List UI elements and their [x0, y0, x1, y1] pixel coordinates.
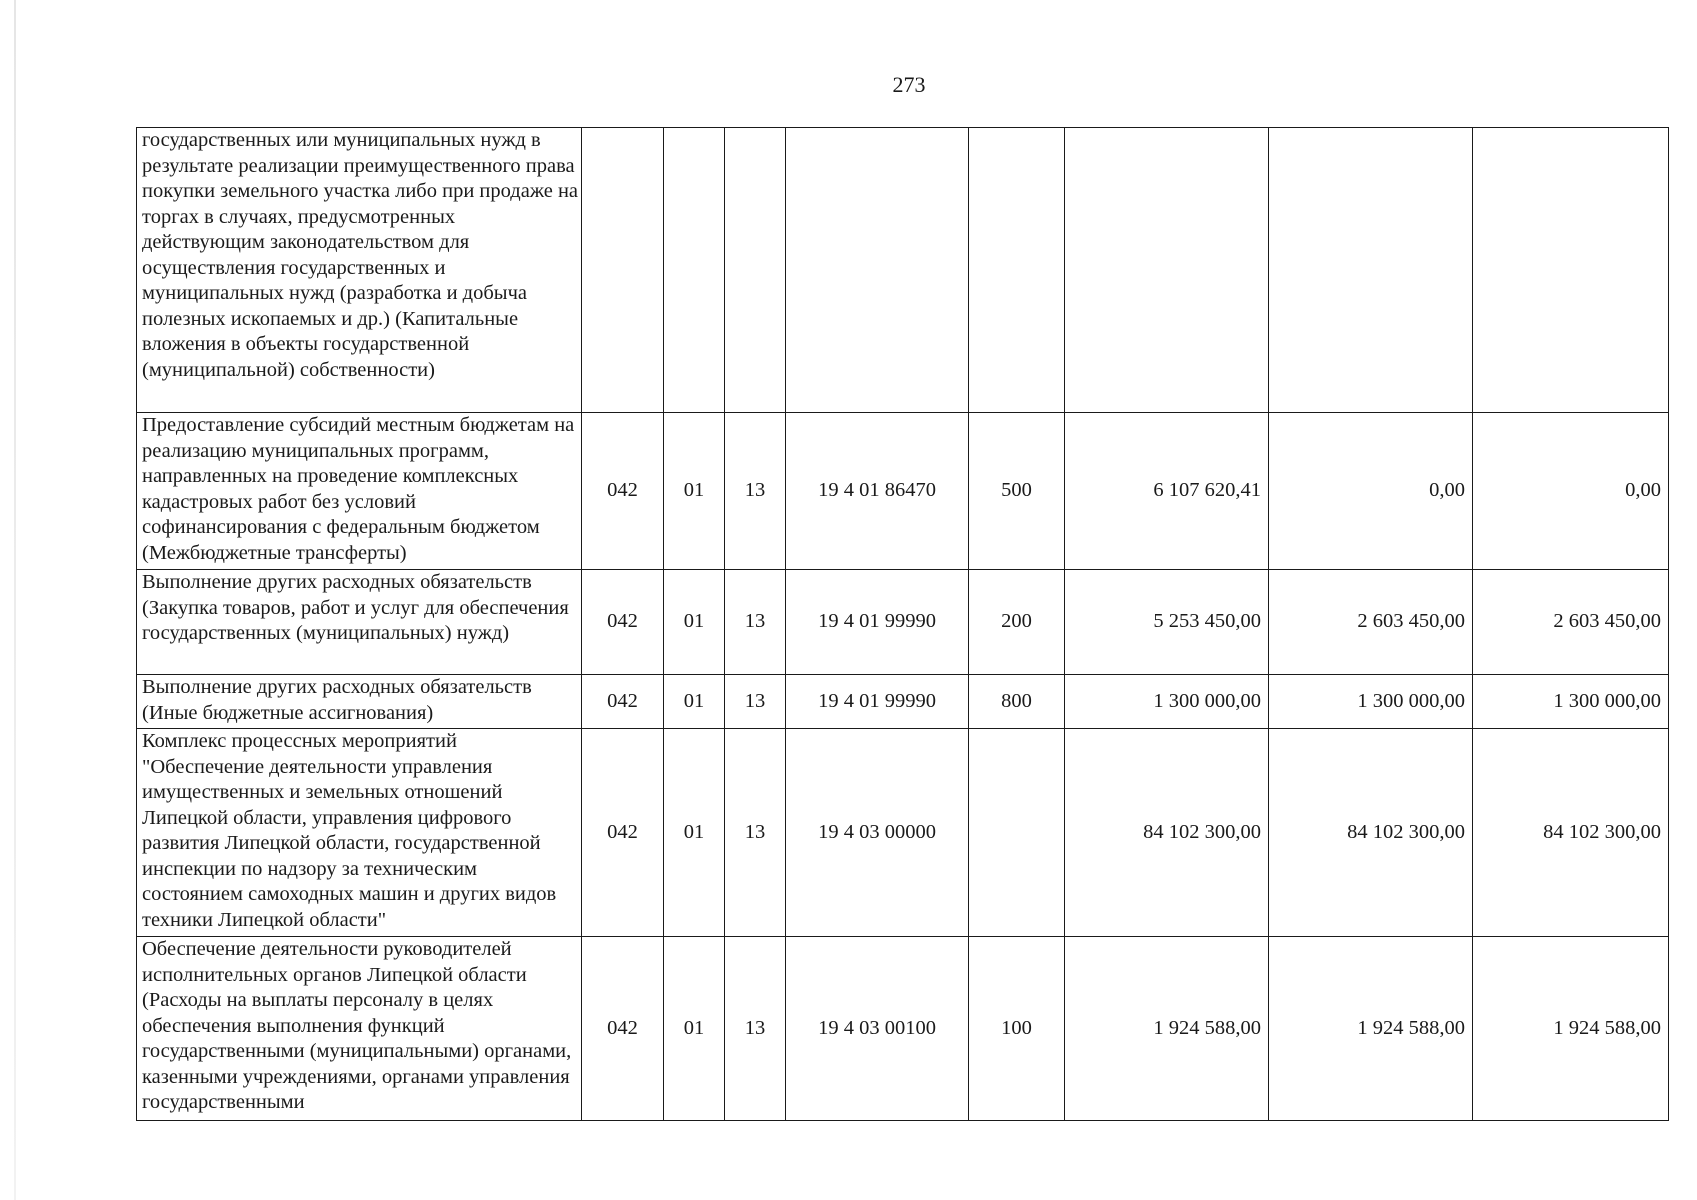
row-description: государственных или муниципальных нужд в результате реализации преимущественного права покупки земельного участка либо при продаже на торгах в случаях, предусмотренных действующим законодательством для осуществления государственных и муниципальных нужд (разработка и добыча полезных ископаемых и др.) (Капитальные вложения в объекты государственной (муниципальной) собственности)	[137, 128, 582, 413]
ministry-code: 042	[582, 413, 664, 570]
ministry-code: 042	[582, 729, 664, 937]
section-code: 01	[664, 675, 725, 729]
target-article-code: 19 4 01 99990	[786, 675, 969, 729]
subsection-code: 13	[725, 937, 786, 1121]
amount-year-2: 1 300 000,00	[1269, 675, 1473, 729]
expense-type-code: 500	[969, 413, 1065, 570]
row-description: Комплекс процессных мероприятий "Обеспечение деятельности управления имущественных и земельных отношений Липецкой области, управления цифрового развития Липецкой области, государственной инспекции по надзору за техническим состоянием самоходных машин и других видов техники Липецкой области"	[137, 729, 582, 937]
expense-type-code	[969, 729, 1065, 937]
ministry-code: 042	[582, 570, 664, 675]
table-row	[137, 937, 1669, 1121]
amount-year-3: 1 300 000,00	[1473, 675, 1669, 729]
expense-type-code	[969, 128, 1065, 413]
target-article-code: 19 4 03 00100	[786, 937, 969, 1121]
amount-year-2: 2 603 450,00	[1269, 570, 1473, 675]
subsection-code: 13	[725, 729, 786, 937]
amount-year-2: 1 924 588,00	[1269, 937, 1473, 1121]
ministry-code	[582, 128, 664, 413]
section-code: 01	[664, 570, 725, 675]
table-row	[137, 675, 1669, 729]
expense-type-code: 800	[969, 675, 1065, 729]
amount-year-3: 2 603 450,00	[1473, 570, 1669, 675]
expense-type-code: 100	[969, 937, 1065, 1121]
ministry-code: 042	[582, 937, 664, 1121]
row-description: Выполнение других расходных обязательств (Закупка товаров, работ и услуг для обеспечения государственных (муниципальных) нужд)	[137, 570, 582, 675]
subsection-code: 13	[725, 413, 786, 570]
section-code: 01	[664, 413, 725, 570]
amount-year-2	[1269, 128, 1473, 413]
section-code	[664, 128, 725, 413]
ministry-code: 042	[582, 675, 664, 729]
amount-year-3: 1 924 588,00	[1473, 937, 1669, 1121]
subsection-code	[725, 128, 786, 413]
row-description: Предоставление субсидий местным бюджетам на реализацию муниципальных программ, направленных на проведение комплексных кадастровых работ без условий софинансирования с федеральным бюджетом (Межбюджетные трансферты)	[137, 413, 582, 570]
target-article-code: 19 4 03 00000	[786, 729, 969, 937]
budget-table	[136, 127, 1669, 1121]
table-row	[137, 413, 1669, 570]
table-row	[137, 128, 1669, 413]
amount-year-1: 6 107 620,41	[1065, 413, 1269, 570]
page-number: 273	[892, 72, 926, 97]
target-article-code: 19 4 01 99990	[786, 570, 969, 675]
amount-year-2: 84 102 300,00	[1269, 729, 1473, 937]
amount-year-1: 84 102 300,00	[1065, 729, 1269, 937]
section-code: 01	[664, 729, 725, 937]
row-description: Обеспечение деятельности руководителей исполнительных органов Липецкой области (Расходы на выплаты персоналу в целях обеспечения выполнения функций государственными (муниципальными) органами, казенными учреждениями, органами управления государственными	[137, 937, 582, 1121]
amount-year-1: 1 300 000,00	[1065, 675, 1269, 729]
amount-year-1: 5 253 450,00	[1065, 570, 1269, 675]
subsection-code: 13	[725, 675, 786, 729]
amount-year-3	[1473, 128, 1669, 413]
table-row	[137, 729, 1669, 937]
amount-year-1	[1065, 128, 1269, 413]
subsection-code: 13	[725, 570, 786, 675]
amount-year-2: 0,00	[1269, 413, 1473, 570]
amount-year-3: 84 102 300,00	[1473, 729, 1669, 937]
row-description: Выполнение других расходных обязательств (Иные бюджетные ассигнования)	[137, 675, 582, 729]
table-row	[137, 570, 1669, 675]
amount-year-3: 0,00	[1473, 413, 1669, 570]
expense-type-code: 200	[969, 570, 1065, 675]
scan-edge-shadow	[14, 0, 16, 1200]
target-article-code: 19 4 01 86470	[786, 413, 969, 570]
amount-year-1: 1 924 588,00	[1065, 937, 1269, 1121]
target-article-code	[786, 128, 969, 413]
section-code: 01	[664, 937, 725, 1121]
